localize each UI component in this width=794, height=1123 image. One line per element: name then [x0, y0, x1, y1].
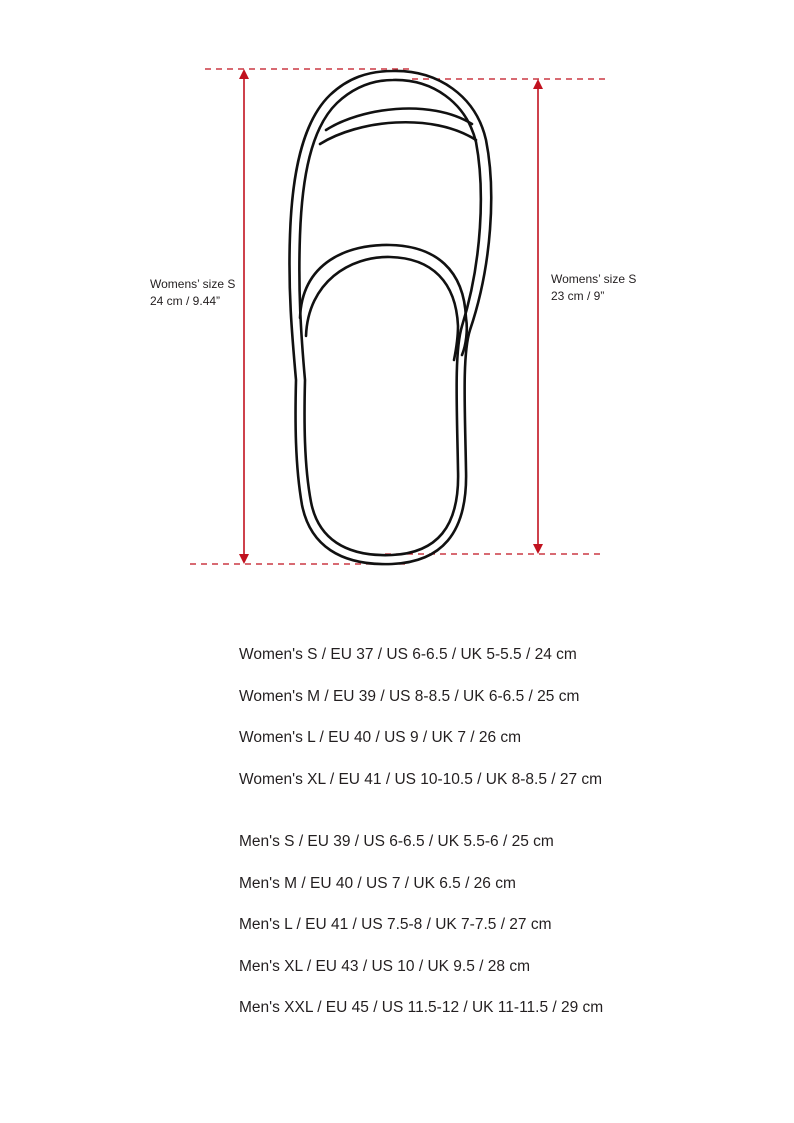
footbed-inner	[306, 257, 458, 360]
footbed-outer	[300, 245, 467, 355]
size-row-womens-s: Women's S / EU 37 / US 6-6.5 / UK 5-5.5 / 24 cm	[239, 646, 577, 663]
size-row-mens-m: Men's M / EU 40 / US 7 / UK 6.5 / 26 cm	[239, 874, 516, 892]
size-row-womens-xl: Women's XL / EU 41 / US 10-10.5 / UK 8-8.5 / 27 cm	[239, 770, 603, 788]
size-row-mens-xxl: Men's XXL / EU 45 / US 11.5-12 / UK 11-11.5 / 29 cm	[239, 999, 604, 1017]
size-row-mens-l: Men's L / EU 41 / US 7.5-8 / UK 7-7.5 / 27 cm	[239, 916, 552, 934]
toe-strap-outer	[326, 109, 472, 130]
womens-size-list	[239, 644, 602, 810]
slipper-outline	[289, 71, 491, 564]
sole-inner-outline	[299, 80, 480, 555]
size-row-mens-xl: Men's XL / EU 43 / US 10 / UK 9.5 / 28 cm	[239, 957, 530, 975]
left-measurement-size: Womens’ size S	[150, 277, 236, 291]
mens-size-list	[239, 831, 603, 1039]
left-measurement-length: 24 cm / 9.44”	[150, 294, 221, 308]
dashed-reference-lines	[190, 69, 605, 564]
right-measurement-length: 23 cm / 9”	[551, 289, 605, 303]
right-measurement-size: Womens’ size S	[551, 272, 637, 286]
size-row-womens-l: Women's L / EU 40 / US 9 / UK 7 / 26 cm	[239, 729, 522, 747]
left-measurement-label	[150, 276, 235, 310]
size-row-womens-m: Women's M / EU 39 / US 8-8.5 / UK 6-6.5 / 25 cm	[239, 687, 580, 705]
size-row-mens-s: Men's S / EU 39 / US 6-6.5 / UK 5.5-6 / 25 cm	[239, 833, 554, 850]
right-measurement-label	[551, 271, 636, 305]
toe-strap-inner	[320, 122, 476, 144]
